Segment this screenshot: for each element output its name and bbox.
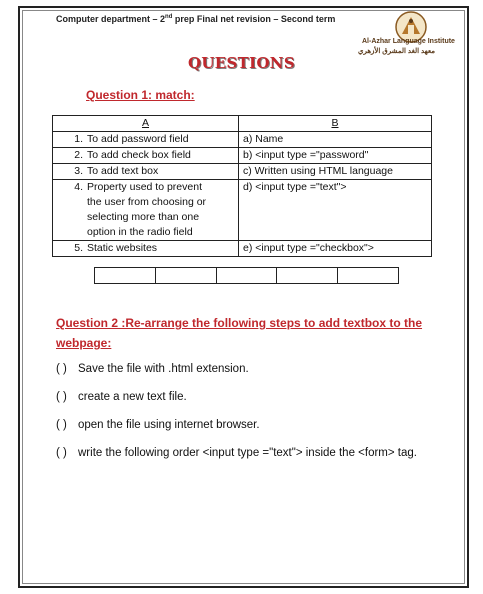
list-item: ( ) open the file using internet browser. bbox=[56, 415, 426, 436]
column-a-cell: 4. Property used to prevent the user from choosing or selecting more than one option in the radio field bbox=[53, 180, 239, 241]
column-b-header: B bbox=[239, 116, 432, 132]
list-item: ( ) Save the file with .html extension. bbox=[56, 359, 426, 380]
column-a-cell: 2. To add check box field bbox=[53, 148, 239, 164]
question1-heading: Question 1: match: bbox=[86, 88, 195, 102]
institute-name-ar: معهد الغد المشرق الأزهري bbox=[358, 48, 436, 55]
institute-name-en: Al-Azhar Language Institute bbox=[362, 38, 455, 45]
answer-box-4[interactable] bbox=[277, 268, 338, 284]
answer-paren[interactable]: ( ) bbox=[56, 363, 67, 375]
document-header: Computer department – 2nd prep Final net revision – Second term bbox=[56, 14, 336, 24]
column-b-cell: c) Written using HTML language bbox=[239, 164, 432, 180]
answer-box-1[interactable] bbox=[95, 268, 156, 284]
answer-boxes bbox=[94, 267, 399, 284]
list-item: ( ) write the following order <input type ="text"> inside the <form> tag. bbox=[56, 443, 426, 464]
column-a-header: A bbox=[53, 116, 239, 132]
table-header-row bbox=[53, 116, 432, 132]
question2-heading: Question 2 :Re-arrange the following steps to add textbox to the webpage: bbox=[56, 316, 423, 350]
column-b-cell: b) <input type ="password" bbox=[239, 148, 432, 164]
column-b-cell: a) Name bbox=[239, 132, 432, 148]
column-a-cell: 1. To add password field bbox=[53, 132, 239, 148]
answer-box-3[interactable] bbox=[216, 268, 277, 284]
answer-paren[interactable]: ( ) bbox=[56, 391, 67, 403]
answer-box-2[interactable] bbox=[155, 268, 216, 284]
list-item: ( ) create a new text file. bbox=[56, 387, 426, 408]
answer-paren[interactable]: ( ) bbox=[56, 447, 67, 459]
table-row bbox=[53, 148, 432, 164]
table-row bbox=[53, 180, 432, 241]
answer-paren[interactable]: ( ) bbox=[56, 419, 67, 431]
column-a-cell: 3. To add text box bbox=[53, 164, 239, 180]
page-title: QUESTIONS bbox=[188, 54, 295, 72]
column-b-cell: e) <input type ="checkbox"> bbox=[239, 241, 432, 257]
table-row bbox=[53, 132, 432, 148]
column-a-cell: 5. Static websites bbox=[53, 241, 239, 257]
column-b-cell: d) <input type ="text"> bbox=[239, 180, 432, 241]
answer-box-5[interactable] bbox=[338, 268, 399, 284]
table-row bbox=[53, 164, 432, 180]
table-row bbox=[53, 241, 432, 257]
match-table bbox=[52, 115, 432, 257]
